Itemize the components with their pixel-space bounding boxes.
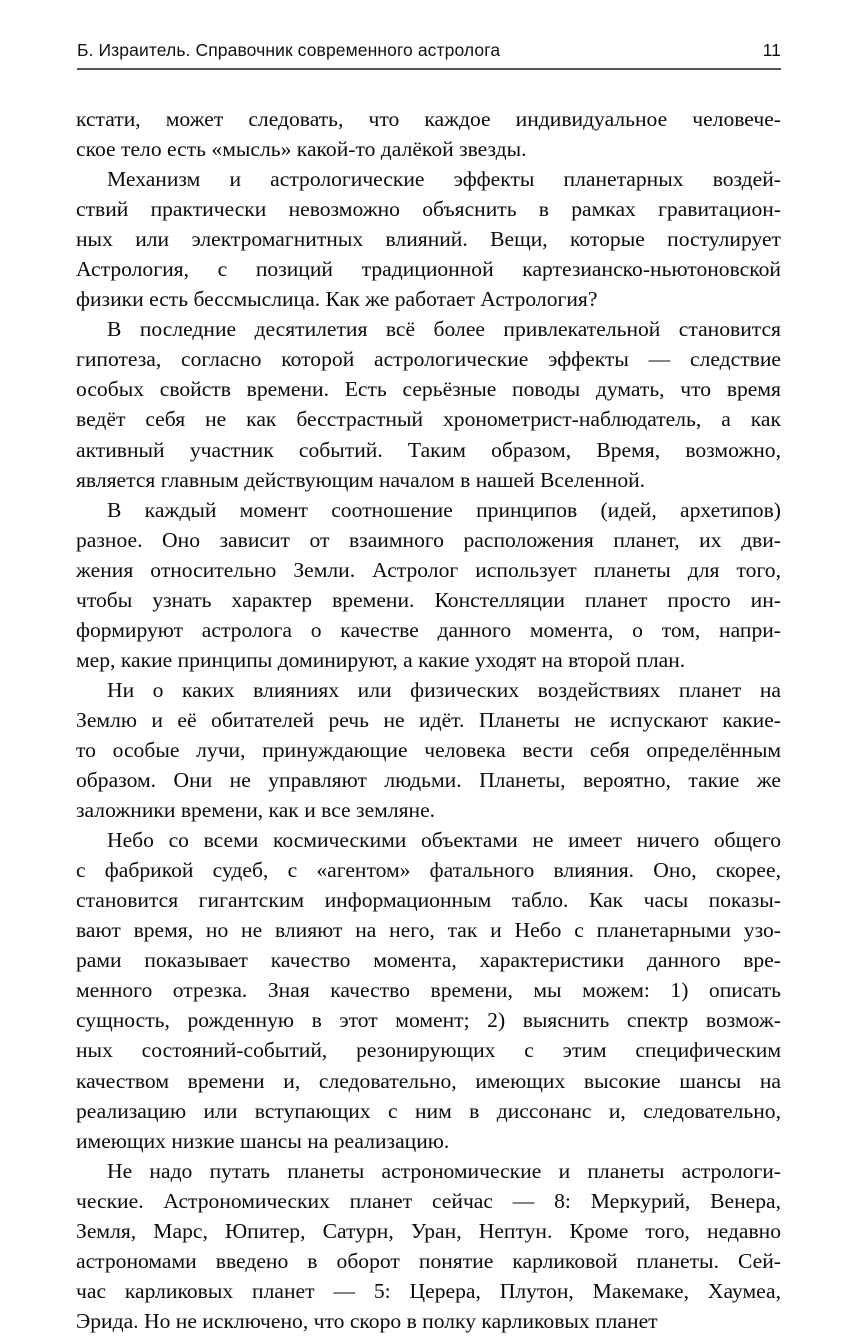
text-line: ных или электромагнитных влияний. Вещи, которые постулирует [76,227,781,252]
text-line: формируют астролога о качестве данного момента, о том, напри- [76,617,781,642]
text-line: Эрида. Но не исключено, что скоро в полку карликовых планет [76,1308,658,1333]
text-line: Земля, Марс, Юпитер, Сатурн, Уран, Нептун. Кроме того, недавно [76,1218,781,1243]
text-line: сущность, рожденную в этот момент; 2) выяснить спектр возмож- [76,1008,781,1033]
text-line: гипотеза, согласно которой астрологические эффекты — следствие [76,347,781,372]
para-4-kazhdyi-moment [76,495,781,675]
text-line: является главным действующим началом в нашей Вселенной. [76,467,646,492]
text-line: качеством времени и, следовательно, имеющих высокие шансы на [76,1068,781,1093]
text-line: вают время, но не влияют на него, так и Небо с планетарными узо- [76,918,781,943]
text-line: астрономами введено в оборот понятие карликовой планеты. Сей- [76,1248,781,1273]
running-header [77,40,781,70]
para-7-ne-nado-putat [76,1156,781,1336]
text-line: то особые лучи, принуждающие человека вести себя определённым [76,737,781,762]
text-line: образом. Они не управляют людьми. Планеты, вероятно, такие же [76,768,781,793]
body-text-block [76,104,781,1336]
text-line: реализацию или вступающих с ним в диссонанс и, следовательно, [76,1098,781,1123]
text-line: заложники времени, как и все земляне. [76,798,436,823]
text-line: Механизм и астрологические эффекты планетарных воздей- [107,167,781,192]
text-line: чтобы узнать характер времени. Констелляции планет просто ин- [76,587,781,612]
text-line: разное. Оно зависит от взаимного расположения планет, их дви- [76,527,781,552]
text-line: активный участник событий. Таким образом, Время, возможно, [76,437,781,462]
header-rule [77,68,781,70]
running-header-title: Б. Израитель. Справочник современного астролога [77,40,501,60]
para-3-posledniye [76,314,781,494]
text-line: ведёт себя не как бесстрастный хронометрист-наблюдатель, а как [76,407,781,432]
para-5-ni-o-kakih [76,675,781,825]
para-2-mehanizm [76,164,781,314]
text-line: Астрология, с позиций традиционной картезианско-ньютоновской [76,257,781,282]
text-line: с фабрикой судеб, с «агентом» фатального влияния. Оно, скорее, [76,858,781,883]
text-line: жения относительно Земли. Астролог использует планеты для того, [76,557,781,582]
text-line: В каждый момент соотношение принципов (идей, архетипов) [107,497,781,522]
text-line: ское тело есть «мысль» какой-то далёкой звезды. [76,137,527,162]
text-line: особых свойств времени. Есть серьёзные поводы думать, что время [76,377,781,402]
text-line: становится гигантским информационным табло. Как часы показы- [76,888,781,913]
text-line: Небо со всеми космическими объектами не имеет ничего общего [107,828,781,853]
text-line: В последние десятилетия всё более привлекательной становится [107,317,781,342]
page-number: 11 [762,40,781,60]
text-line: кстати, может следовать, что каждое индивидуальное человече- [76,107,781,131]
text-line: Не надо путать планеты астрономические и планеты астрологи- [107,1158,781,1183]
text-line: ных состояний-событий, резонирующих с этим специфическим [76,1038,781,1063]
text-line: имеющих низкие шансы на реализацию. [76,1128,450,1153]
para-6-nebo [76,825,781,1156]
text-line: час карликовых планет — 5: Церера, Плутон, Макемаке, Хаумеа, [76,1278,781,1303]
text-line: Землю и её обитателей речь не идёт. Планеты не испускают какие- [76,707,781,732]
text-line: мер, какие принципы доминируют, а какие уходят на второй план. [76,647,686,672]
text-line: менного отрезка. Зная качество времени, мы можем: 1) описать [76,978,781,1003]
text-line: Ни о каких влияниях или физических воздействиях планет на [107,677,781,702]
text-line: физики есть бессмыслица. Как же работает Астрология? [76,287,598,312]
para-1-kstati [76,104,781,164]
text-line: ческие. Астрономических планет сейчас — 8: Меркурий, Венера, [76,1188,781,1213]
text-line: рами показывает качество момента, характеристики данного вре- [76,948,781,973]
text-line: ствий практически невозможно объяснить в рамках гравитацион- [76,197,781,222]
